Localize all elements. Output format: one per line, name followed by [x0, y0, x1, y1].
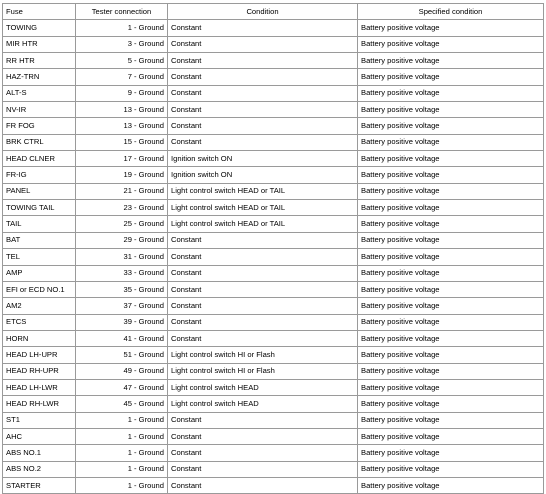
tester-connection-cell: 7 - Ground: [76, 69, 168, 85]
fuse-cell: STARTER: [3, 477, 76, 493]
condition-cell: Constant: [168, 265, 358, 281]
table-row: [3, 183, 544, 199]
specified-condition-cell: Battery positive voltage: [358, 412, 544, 428]
condition-cell: Constant: [168, 281, 358, 297]
tester-connection-cell: 21 - Ground: [76, 183, 168, 199]
condition-cell: Constant: [168, 53, 358, 69]
tester-connection-cell: 15 - Ground: [76, 134, 168, 150]
fuse-cell: ALT-S: [3, 85, 76, 101]
condition-cell: Constant: [168, 445, 358, 461]
table-row: [3, 69, 544, 85]
fuse-cell: ABS NO.1: [3, 445, 76, 461]
tester-connection-cell: 13 - Ground: [76, 102, 168, 118]
specified-condition-cell: Battery positive voltage: [358, 85, 544, 101]
condition-cell: Light control switch HEAD or TAIL: [168, 183, 358, 199]
fuse-cell: AM2: [3, 298, 76, 314]
specified-condition-cell: Battery positive voltage: [358, 281, 544, 297]
fuse-cell: HEAD LH-UPR: [3, 347, 76, 363]
specified-condition-cell: Battery positive voltage: [358, 167, 544, 183]
fuse-cell: FR-IG: [3, 167, 76, 183]
table-body: [3, 20, 544, 494]
condition-cell: Light control switch HEAD: [168, 396, 358, 412]
fuse-cell: ETCS: [3, 314, 76, 330]
header-condition: Condition: [168, 4, 358, 20]
fuse-cell: RR HTR: [3, 53, 76, 69]
tester-connection-cell: 35 - Ground: [76, 281, 168, 297]
tester-connection-cell: 31 - Ground: [76, 249, 168, 265]
fuse-cell: EFI or ECD NO.1: [3, 281, 76, 297]
fuse-cell: TOWING: [3, 20, 76, 36]
condition-cell: Constant: [168, 461, 358, 477]
table-row: [3, 445, 544, 461]
table-row: [3, 265, 544, 281]
table-row: [3, 314, 544, 330]
specified-condition-cell: Battery positive voltage: [358, 134, 544, 150]
tester-connection-cell: 13 - Ground: [76, 118, 168, 134]
specified-condition-cell: Battery positive voltage: [358, 151, 544, 167]
specified-condition-cell: Battery positive voltage: [358, 477, 544, 493]
header-tester-connection: Tester connection: [76, 4, 168, 20]
fuse-cell: ST1: [3, 412, 76, 428]
tester-connection-cell: 23 - Ground: [76, 200, 168, 216]
condition-cell: Constant: [168, 36, 358, 52]
tester-connection-cell: 25 - Ground: [76, 216, 168, 232]
table-row: [3, 102, 544, 118]
fuse-cell: HORN: [3, 330, 76, 346]
tester-connection-cell: 39 - Ground: [76, 314, 168, 330]
condition-cell: Constant: [168, 314, 358, 330]
condition-cell: Constant: [168, 412, 358, 428]
specified-condition-cell: Battery positive voltage: [358, 69, 544, 85]
condition-cell: Constant: [168, 20, 358, 36]
tester-connection-cell: 45 - Ground: [76, 396, 168, 412]
table-row: [3, 167, 544, 183]
table-row: [3, 200, 544, 216]
condition-cell: Light control switch HEAD or TAIL: [168, 216, 358, 232]
specified-condition-cell: Battery positive voltage: [358, 445, 544, 461]
condition-cell: Constant: [168, 134, 358, 150]
condition-cell: Light control switch HEAD: [168, 379, 358, 395]
tester-connection-cell: 1 - Ground: [76, 461, 168, 477]
fuse-cell: AHC: [3, 428, 76, 444]
table-row: [3, 298, 544, 314]
tester-connection-cell: 47 - Ground: [76, 379, 168, 395]
specified-condition-cell: Battery positive voltage: [358, 428, 544, 444]
tester-connection-cell: 1 - Ground: [76, 412, 168, 428]
table-header-row: [3, 4, 544, 20]
fuse-cell: TEL: [3, 249, 76, 265]
condition-cell: Constant: [168, 477, 358, 493]
specified-condition-cell: Battery positive voltage: [358, 183, 544, 199]
table-row: [3, 216, 544, 232]
condition-cell: Constant: [168, 249, 358, 265]
table-row: [3, 428, 544, 444]
tester-connection-cell: 5 - Ground: [76, 53, 168, 69]
fuse-cell: AMP: [3, 265, 76, 281]
specified-condition-cell: Battery positive voltage: [358, 396, 544, 412]
specified-condition-cell: Battery positive voltage: [358, 36, 544, 52]
tester-connection-cell: 29 - Ground: [76, 232, 168, 248]
specified-condition-cell: Battery positive voltage: [358, 249, 544, 265]
specified-condition-cell: Battery positive voltage: [358, 363, 544, 379]
condition-cell: Light control switch HI or Flash: [168, 363, 358, 379]
tester-connection-cell: 1 - Ground: [76, 477, 168, 493]
tester-connection-cell: 37 - Ground: [76, 298, 168, 314]
fuse-cell: TAIL: [3, 216, 76, 232]
fuse-cell: HAZ-TRN: [3, 69, 76, 85]
specified-condition-cell: Battery positive voltage: [358, 53, 544, 69]
tester-connection-cell: 33 - Ground: [76, 265, 168, 281]
header-specified-condition: Specified condition: [358, 4, 544, 20]
tester-connection-cell: 49 - Ground: [76, 363, 168, 379]
condition-cell: Ignition switch ON: [168, 151, 358, 167]
condition-cell: Constant: [168, 428, 358, 444]
condition-cell: Constant: [168, 330, 358, 346]
table-row: [3, 151, 544, 167]
tester-connection-cell: 19 - Ground: [76, 167, 168, 183]
document-page: [2, 3, 544, 494]
table-row: [3, 36, 544, 52]
specified-condition-cell: Battery positive voltage: [358, 20, 544, 36]
table-row: [3, 347, 544, 363]
fuse-cell: HEAD LH-LWR: [3, 379, 76, 395]
table-row: [3, 412, 544, 428]
fuse-cell: BRK CTRL: [3, 134, 76, 150]
fuse-cell: HEAD CLNER: [3, 151, 76, 167]
table-row: [3, 330, 544, 346]
tester-connection-cell: 3 - Ground: [76, 36, 168, 52]
specified-condition-cell: Battery positive voltage: [358, 330, 544, 346]
condition-cell: Constant: [168, 232, 358, 248]
table-row: [3, 477, 544, 493]
specified-condition-cell: Battery positive voltage: [358, 232, 544, 248]
specified-condition-cell: Battery positive voltage: [358, 118, 544, 134]
fuse-cell: ABS NO.2: [3, 461, 76, 477]
tester-connection-cell: 17 - Ground: [76, 151, 168, 167]
table-row: [3, 396, 544, 412]
fuse-voltage-table: [2, 3, 544, 494]
header-fuse: Fuse: [3, 4, 76, 20]
table-row: [3, 363, 544, 379]
table-row: [3, 461, 544, 477]
specified-condition-cell: Battery positive voltage: [358, 216, 544, 232]
specified-condition-cell: Battery positive voltage: [358, 314, 544, 330]
table-row: [3, 281, 544, 297]
fuse-cell: HEAD RH-LWR: [3, 396, 76, 412]
table-row: [3, 232, 544, 248]
specified-condition-cell: Battery positive voltage: [358, 265, 544, 281]
table-row: [3, 118, 544, 134]
condition-cell: Constant: [168, 85, 358, 101]
table-row: [3, 53, 544, 69]
specified-condition-cell: Battery positive voltage: [358, 200, 544, 216]
specified-condition-cell: Battery positive voltage: [358, 347, 544, 363]
table-row: [3, 134, 544, 150]
fuse-cell: MIR HTR: [3, 36, 76, 52]
condition-cell: Constant: [168, 118, 358, 134]
table-row: [3, 249, 544, 265]
condition-cell: Constant: [168, 69, 358, 85]
tester-connection-cell: 1 - Ground: [76, 20, 168, 36]
fuse-cell: TOWING TAIL: [3, 200, 76, 216]
fuse-cell: BAT: [3, 232, 76, 248]
tester-connection-cell: 51 - Ground: [76, 347, 168, 363]
table-row: [3, 20, 544, 36]
table-row: [3, 85, 544, 101]
specified-condition-cell: Battery positive voltage: [358, 461, 544, 477]
condition-cell: Light control switch HI or Flash: [168, 347, 358, 363]
specified-condition-cell: Battery positive voltage: [358, 379, 544, 395]
fuse-cell: PANEL: [3, 183, 76, 199]
specified-condition-cell: Battery positive voltage: [358, 298, 544, 314]
tester-connection-cell: 1 - Ground: [76, 445, 168, 461]
tester-connection-cell: 9 - Ground: [76, 85, 168, 101]
table-row: [3, 379, 544, 395]
condition-cell: Constant: [168, 298, 358, 314]
fuse-cell: HEAD RH-UPR: [3, 363, 76, 379]
condition-cell: Light control switch HEAD or TAIL: [168, 200, 358, 216]
tester-connection-cell: 41 - Ground: [76, 330, 168, 346]
condition-cell: Constant: [168, 102, 358, 118]
fuse-cell: FR FOG: [3, 118, 76, 134]
fuse-cell: NV-IR: [3, 102, 76, 118]
tester-connection-cell: 1 - Ground: [76, 428, 168, 444]
specified-condition-cell: Battery positive voltage: [358, 102, 544, 118]
condition-cell: Ignition switch ON: [168, 167, 358, 183]
